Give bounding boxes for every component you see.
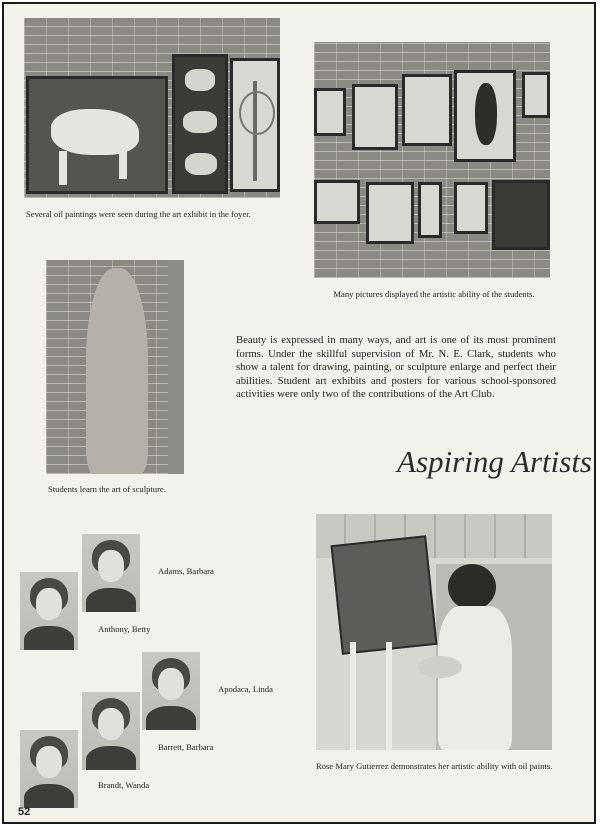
drawing-figure-2	[454, 182, 488, 234]
name-barrett-barbara: Barrett, Barbara	[158, 742, 214, 752]
drawing-portrait	[522, 72, 550, 118]
painting-tree	[230, 58, 280, 192]
drawing-1	[314, 88, 346, 136]
drawing-face	[402, 74, 452, 146]
painting-horses-vertical	[172, 54, 228, 194]
drawing-plant	[366, 182, 414, 244]
caption-oil-painting-demo: Rose Mary Gutierrez demonstrates her artistic ability with oil paints.	[316, 761, 553, 771]
name-apodaca-linda: Apodaca, Linda	[218, 684, 273, 694]
article-body-text: Beauty is expressed in many ways, and art is one of its most prominent forms. Under the skillful supervision of Mr. N. E. Clark, students who show a talent for drawing, painting, or sculpture enlarge and perfect their abilities. Student art exhibits and posters for various school-sponsored activities were only two of the contributions of the Art Club.	[236, 334, 556, 400]
portrait-apodaca-linda	[142, 652, 200, 730]
portrait-adams-barbara	[82, 534, 140, 612]
painting-horse	[26, 76, 168, 194]
drawing-abstract	[454, 70, 516, 162]
easel-leg-left	[350, 642, 356, 750]
caption-oil-paintings: Several oil paintings were seen during the art exhibit in the foyer.	[26, 209, 251, 219]
student-body	[438, 606, 512, 750]
easel-canvas	[331, 535, 438, 654]
portrait-anthony-betty	[20, 572, 78, 650]
photo-oil-paintings	[24, 18, 280, 198]
wooden-post	[168, 260, 184, 474]
page-number: 52	[18, 806, 31, 818]
drawing-horse	[314, 180, 360, 224]
photo-sculpture	[46, 260, 184, 474]
name-brandt-wanda: Brandt, Wanda	[98, 780, 150, 790]
sculpture-figure	[86, 268, 148, 474]
name-anthony-betty: Anthony, Betty	[98, 624, 151, 634]
portrait-brandt-wanda	[20, 730, 78, 808]
easel-leg-right	[386, 642, 392, 750]
photo-oil-painting-demo	[316, 514, 552, 750]
name-adams-barbara: Adams, Barbara	[158, 566, 214, 576]
yearbook-page	[2, 2, 596, 824]
drawing-figure	[352, 84, 398, 150]
caption-pictures-displayed: Many pictures displayed the artistic ability of the students.	[333, 289, 535, 299]
page-title: Aspiring Artists	[397, 444, 592, 479]
student-hair	[448, 564, 496, 610]
painting-car	[492, 180, 550, 250]
portrait-barrett-barbara	[82, 692, 140, 770]
drawing-tall	[418, 182, 442, 238]
palette	[418, 656, 462, 678]
photo-pictures-displayed	[314, 42, 550, 278]
caption-sculpture: Students learn the art of sculpture.	[48, 484, 166, 494]
